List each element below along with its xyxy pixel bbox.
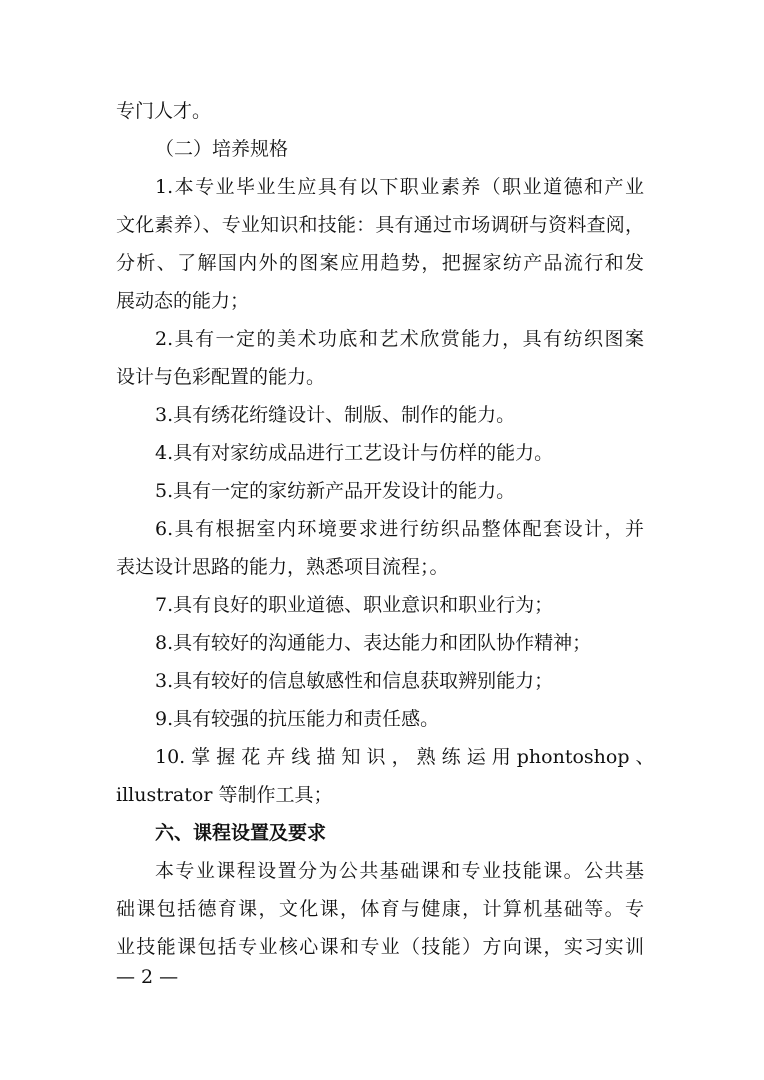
paragraph-line: 1.本专业毕业生应具有以下职业素养（职业道德和产业 [155,176,644,198]
paragraph-line: 设计与色彩配置的能力。 [116,366,326,388]
paragraph-line: 表达设计思路的能力，熟悉项目流程；。 [116,556,449,578]
paragraph-line: 3.具有绣花绗缝设计、制版、制作的能力。 [155,404,516,426]
paragraph-line: 3.具有较好的信息敏感性和信息获取辨别能力； [155,670,554,692]
paragraph-line: 7.具有良好的职业道德、职业意识和职业行为； [155,594,554,616]
paragraph-line: illustrator 等制作工具； [116,784,333,806]
paragraph-line: 10. 掌 握 花 卉 线 描 知 识 ， 熟 练 运 用 phontoshop 、 [155,746,655,768]
section-heading: 六、课程设置及要求 [155,822,327,844]
paragraph-line: 展动态的能力； [116,290,250,312]
paragraph-line: 本专业课程设置分为公共基础课和专业技能课。公共基 [155,860,644,882]
paragraph-line: 专门人才。 [116,100,212,122]
subsection-heading: （二）培养规格 [155,138,289,160]
paragraph-line: 文化素养）、专业知识和技能：具有通过市场调研与资料查阅， [116,214,644,236]
paragraph-line: 9.具有较强的抗压能力和责任感。 [155,708,440,730]
paragraph-line: 分析、了解国内外的图案应用趋势，把握家纺产品流行和发 [116,252,644,274]
page-number: — 2 — [116,966,179,988]
paragraph-line: 8.具有较好的沟通能力、表达能力和团队协作精神； [155,632,592,654]
paragraph-line: 5.具有一定的家纺新产品开发设计的能力。 [155,480,516,502]
paragraph-line: 4.具有对家纺成品进行工艺设计与仿样的能力。 [155,442,554,464]
paragraph-line: 2.具有一定的美术功底和艺术欣赏能力，具有纺织图案 [155,328,644,350]
paragraph-line: 础课包括德育课，文化课，体育与健康，计算机基础等。专 [116,898,644,920]
paragraph-line: 6.具有根据室内环境要求进行纺织品整体配套设计，并 [155,518,644,540]
paragraph-line: 业技能课包括专业核心课和专业（技能）方向课，实习实训 [116,936,644,958]
